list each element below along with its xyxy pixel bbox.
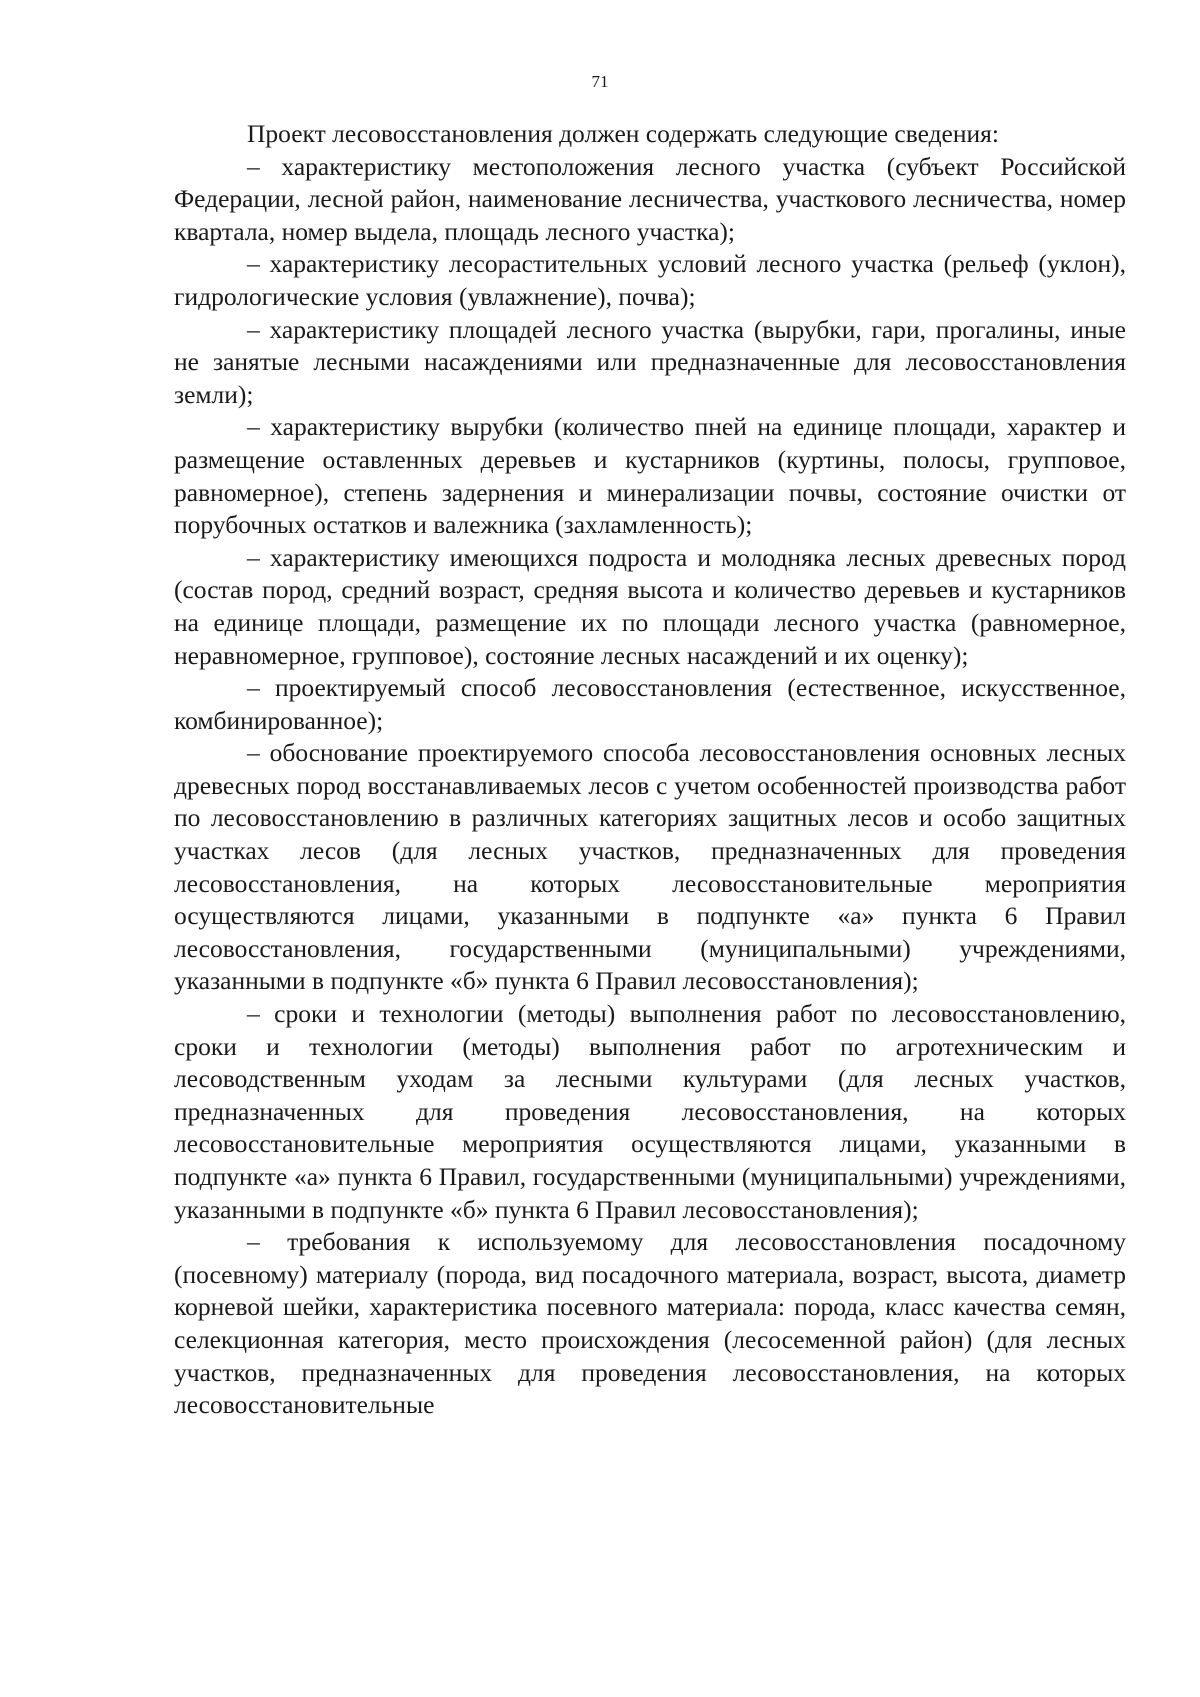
list-item-justification: – обоснование проектируемого способа лесовосстановления основных лесных древесных пород восстанавливаемых лесов с учетом особенностей производства работ по лесовосстановлению в различных категориях защитных лесов и особо защитных участках лесов (для лесных участков, предназначенных для проведения лесовосстановления, на которых лесовосстановительные мероприятия осуществляются лицами, указанными в подпункте «а» пункта 6 Правил лесовосстановления, государственными (муниципальными) учреждениями, указанными в подпункте «б» пункта 6 Правил лесовосстановления); <box>174 738 1126 996</box>
list-item-clearing: – характеристику вырубки (количество пней на единице площади, характер и размещение оставленных деревьев и кустарников (куртины, полосы, групповое, равномерное), степень задернения и минерализации почвы, состояние очистки от порубочных остатков и валежника (захламленность); <box>174 412 1126 540</box>
page-number: 71 <box>591 72 609 91</box>
list-item-undergrowth: – характеристику имеющихся подроста и молодняка лесных древесных пород (состав пород, средний возраст, средняя высота и количество деревьев и кустарников на единице площади, размещение их по площади лесного участка (равномерное, неравномерное, групповое), состояние лесных насаждений и их оценку); <box>174 542 1126 670</box>
list-item-growing-conditions: – характеристику лесорастительных условий лесного участка (рельеф (уклон), гидрологические условия (увлажнение), почва); <box>174 249 1126 311</box>
list-item-method: – проектируемый способ лесовосстановления (естественное, искусственное, комбинированное); <box>174 673 1126 735</box>
list-item-timing: – сроки и технологии (методы) выполнения работ по лесовосстановлению, сроки и технологии (методы) выполнения работ по агротехническим и лесоводственным уходам за лесными культурами (для лесных участков, предназначенных для проведения лесовосстановления, на которых лесовосстановительные мероприятия осуществляются лицами, указанными в подпункте «а» пункта 6 Правил, государственными (муниципальными) учреждениями, указанными в подпункте «б» пункта 6 Правил лесовосстановления); <box>174 999 1126 1224</box>
list-item-planting-material: – требования к используемому для лесовосстановления посадочному (посевному) материалу (порода, вид посадочного материала, возраст, высота, диаметр корневой шейки, характеристика посевного материала: порода, класс качества семян, селекционная категория, место происхождения (лесосеменной район) (для лесных участков, предназначенных для проведения лесовосстановления, на которых лесовосстановительные <box>174 1227 1126 1420</box>
list-item-areas: – характеристику площадей лесного участка (вырубки, гари, прогалины, иные не занятые лесными насаждениями или предназначенные для лесовосстановления земли); <box>174 314 1126 409</box>
intro-paragraph: Проект лесовосстановления должен содержать следующие сведения: <box>247 119 999 148</box>
list-item-location: – характеристику местоположения лесного участка (субъект Российской Федерации, лесной район, наименование лесничества, участкового лесничества, номер квартала, номер выдела, площадь лесного участка); <box>174 151 1126 246</box>
document-body <box>174 118 1126 1422</box>
